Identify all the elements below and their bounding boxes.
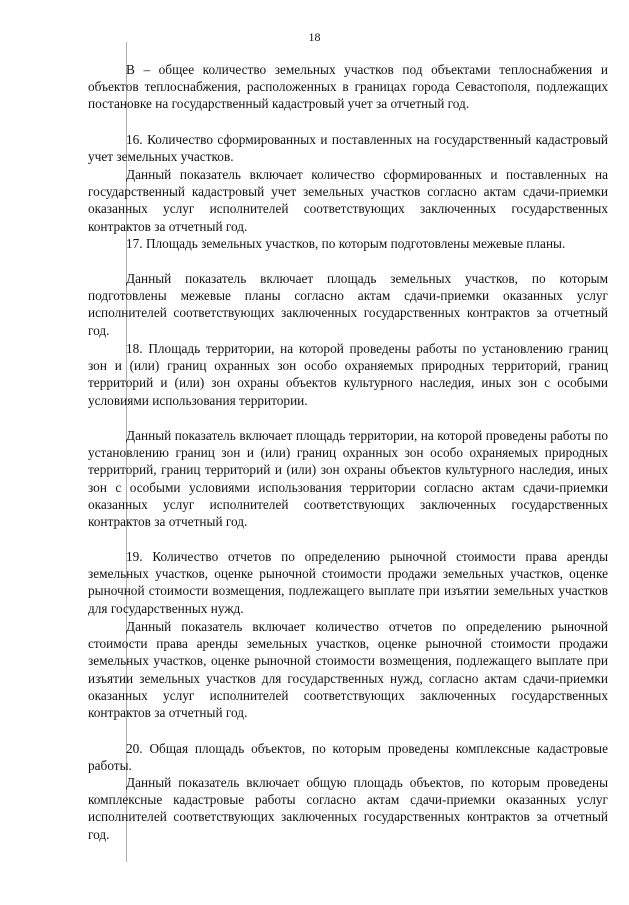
paragraph-item-19-description: Данный показатель включает количество отчетов по определению рыночной стоимости права аренды земельных участков, оценке рыночной стоимости продажи земельных участков, оценке рыночной стоимости возмещения, подлежащего выплате при изъятии земельных участков для государственных нужд, согласно актам сдачи-приемки оказанных услуг исполнителей соответствующих заключенных государственных контрактов за отчетный год. xyxy=(88,619,608,721)
paragraph-item-20-description: Данный показатель включает общую площадь объектов, по которым проведены комплексные кадастровые работы согласно актам сдачи-приемки оказанных услуг исполнителей соответствующих заключенных государственных контрактов за отчетный год. xyxy=(88,775,608,842)
paragraph-item-18-title: 18. Площадь территории, на которой проведены работы по установлению границ зон и (или) границ охранных зон особо охраняемых природных территорий, границ территорий и (или) зон охраны объектов культурного наследия, иных зон с особыми условиями использования территории. xyxy=(88,341,608,408)
paragraph-item-16-title: 16. Количество сформированных и поставленных на государственный кадастровый учет земельных участков. xyxy=(88,132,608,165)
page-number: 18 xyxy=(308,30,321,44)
paragraph-item-19-title: 19. Количество отчетов по определению рыночной стоимости права аренды земельных участков, оценке рыночной стоимости продажи земельных участков, оценке рыночной стоимости возмещения, подлежащего выплате при изъятии земельных участков для государственных нужд. xyxy=(88,549,608,616)
paragraph-item-16-description: Данный показатель включает количество сформированных и поставленных на государственный кадастровый учет земельных участков согласно актам сдачи-приемки оказанных услуг исполнителей соответствующих заключенных государственных контрактов за отчетный год. xyxy=(88,167,608,234)
paragraph-item-18-description: Данный показатель включает площадь территории, на которой проведены работы по установлению границ зон и (или) границ охранных зон особо охраняемых природных территорий, границ территорий и (или) зон охраны объектов культурного наследия, иных зон с особыми условиями использования территории согласно актам сдачи-приемки оказанных услуг исполнителей соответствующих заключенных государственных контрактов за отчетный год. xyxy=(88,428,608,530)
paragraph-item-17-description: Данный показатель включает площадь земельных участков, по которым подготовлены межевые планы согласно актам сдачи-приемки оказанных услуг исполнителей соответствующих заключенных государственных контрактов за отчетный год. xyxy=(88,271,608,338)
paragraph-item-20-title: 20. Общая площадь объектов, по которым проведены комплексные кадастровые работы. xyxy=(88,741,608,774)
paragraph-b-definition: В – общее количество земельных участков под объектами теплоснабжения и объектов теплоснабжения, расположенных в границах города Севастополя, подлежащих постановке на государственный кадастровый учет за отчетный год. xyxy=(88,62,608,112)
paragraph-item-17-title: 17. Площадь земельных участков, по которым подготовлены межевые планы. xyxy=(126,236,566,251)
